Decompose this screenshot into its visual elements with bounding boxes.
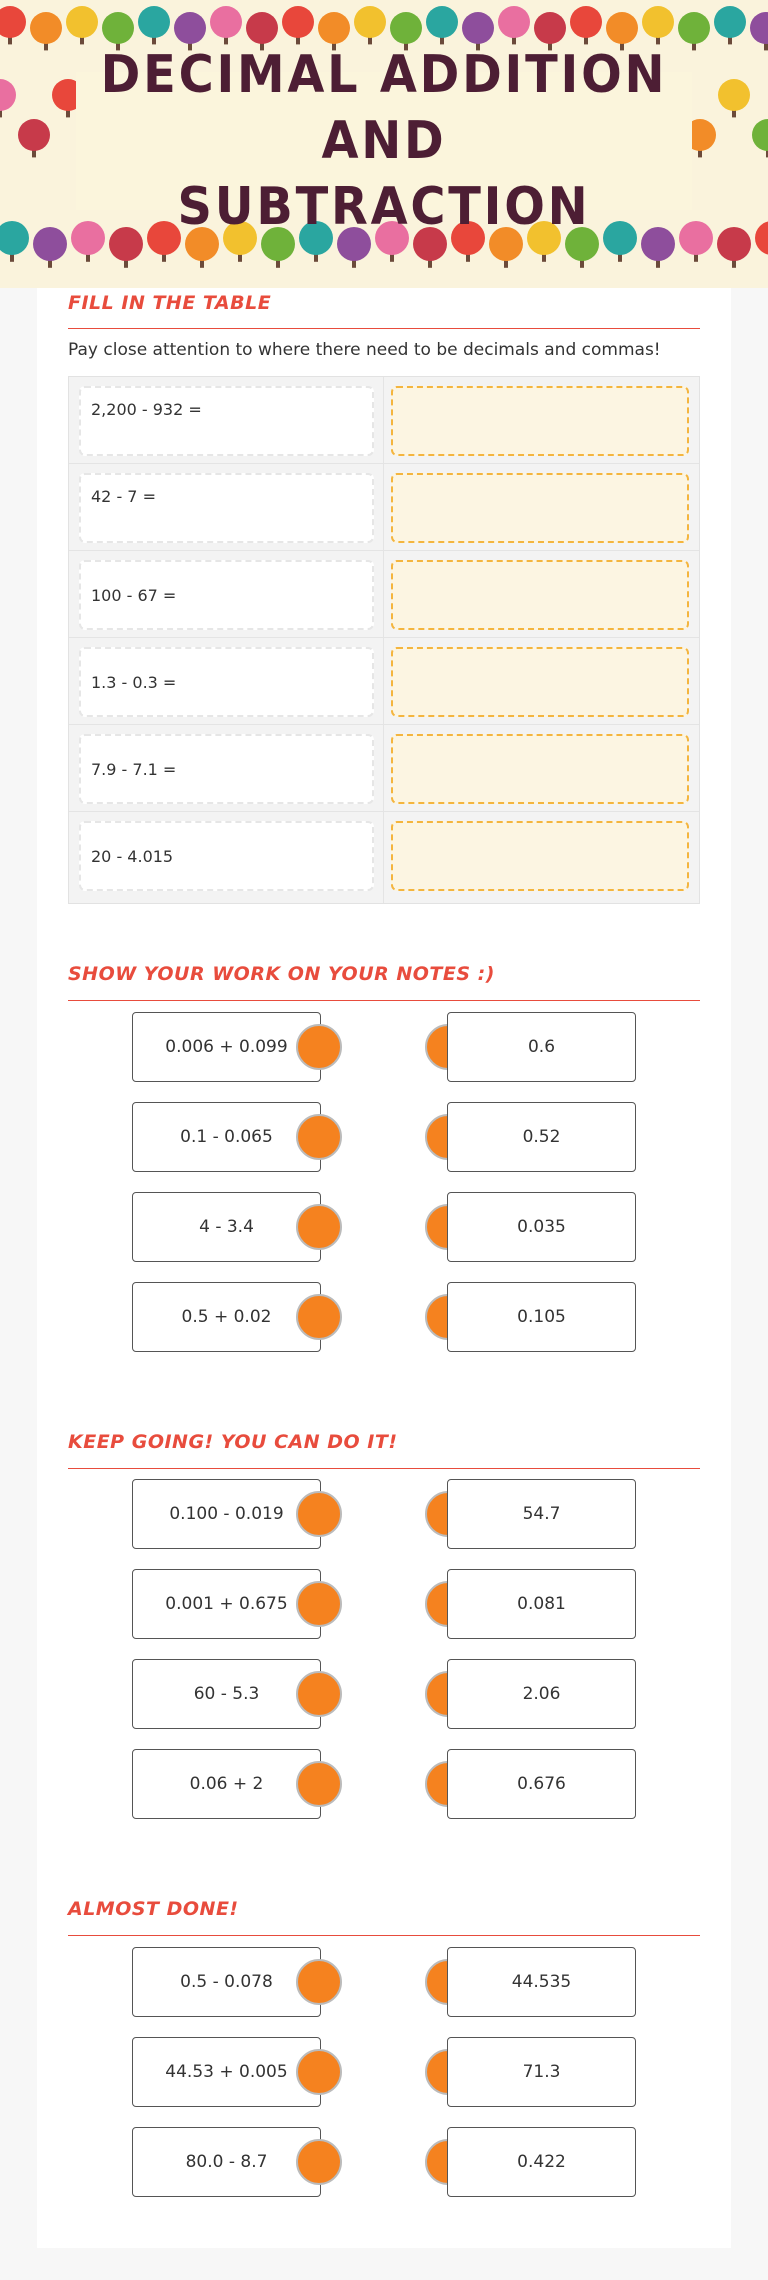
answer-input[interactable] (391, 734, 689, 804)
match-dot-left[interactable] (296, 1204, 342, 1250)
answer-input[interactable] (391, 473, 689, 543)
match-item-left: 0.100 - 0.019 (132, 1479, 321, 1549)
answer-input[interactable] (391, 647, 689, 717)
section-title-show-work: SHOW YOUR WORK ON YOUR NOTES :) (68, 963, 495, 985)
section-divider (68, 1935, 700, 1936)
answer-input[interactable] (391, 386, 689, 456)
question-cell: 42 - 7 = (79, 473, 374, 543)
match-dot-left[interactable] (296, 2139, 342, 2185)
question-cell: 1.3 - 0.3 = (79, 647, 374, 717)
section-divider (68, 1000, 700, 1001)
match-item-left: 60 - 5.3 (132, 1659, 321, 1729)
title-panel (76, 45, 692, 237)
answer-input[interactable] (391, 560, 689, 630)
match-dot-left[interactable] (296, 1761, 342, 1807)
match-item-left: 0.06 + 2 (132, 1749, 321, 1819)
header-banner (0, 0, 768, 288)
page-title (101, 42, 668, 240)
table-row (69, 551, 699, 638)
match-dot-left[interactable] (296, 2049, 342, 2095)
page-title-line-2: SUBTRACTION (177, 177, 591, 237)
table-row (69, 638, 699, 725)
section-divider (68, 1468, 700, 1469)
instructions-text: Pay close attention to where there need to be decimals and commas! (68, 340, 661, 360)
match-item-right: 0.105 (447, 1282, 636, 1352)
match-item-right: 0.6 (447, 1012, 636, 1082)
match-item-left: 0.006 + 0.099 (132, 1012, 321, 1082)
match-item-left: 80.0 - 8.7 (132, 2127, 321, 2197)
answer-input[interactable] (391, 821, 689, 891)
question-cell: 2,200 - 932 = (79, 386, 374, 456)
match-item-left: 44.53 + 0.005 (132, 2037, 321, 2107)
match-item-left: 0.001 + 0.675 (132, 1569, 321, 1639)
match-dot-left[interactable] (296, 1581, 342, 1627)
table-row (69, 377, 699, 464)
table-row (69, 725, 699, 812)
match-item-right: 2.06 (447, 1659, 636, 1729)
question-cell: 20 - 4.015 (79, 821, 374, 891)
question-cell: 7.9 - 7.1 = (79, 734, 374, 804)
match-item-right: 0.081 (447, 1569, 636, 1639)
match-dot-left[interactable] (296, 1294, 342, 1340)
section-title-fill-table: FILL IN THE TABLE (68, 292, 272, 314)
match-item-right: 0.035 (447, 1192, 636, 1262)
section-title-keep-going: KEEP GOING! YOU CAN DO IT! (68, 1431, 398, 1453)
match-dot-left[interactable] (296, 1024, 342, 1070)
table-row (69, 812, 699, 899)
match-dot-left[interactable] (296, 1959, 342, 2005)
match-item-right: 44.535 (447, 1947, 636, 2017)
match-item-right: 0.676 (447, 1749, 636, 1819)
match-item-left: 0.1 - 0.065 (132, 1102, 321, 1172)
match-item-left: 4 - 3.4 (132, 1192, 321, 1262)
match-dot-left[interactable] (296, 1671, 342, 1717)
match-item-left: 0.5 - 0.078 (132, 1947, 321, 2017)
section-divider (68, 328, 700, 329)
section-title-almost-done: ALMOST DONE! (68, 1898, 239, 1920)
match-item-right: 0.422 (447, 2127, 636, 2197)
match-item-right: 54.7 (447, 1479, 636, 1549)
match-dot-left[interactable] (296, 1491, 342, 1537)
fill-table (68, 376, 700, 904)
match-item-right: 71.3 (447, 2037, 636, 2107)
page-title-line-1: DECIMAL ADDITION AND (100, 45, 668, 171)
match-item-right: 0.52 (447, 1102, 636, 1172)
match-dot-left[interactable] (296, 1114, 342, 1160)
question-cell: 100 - 67 = (79, 560, 374, 630)
table-row (69, 464, 699, 551)
match-item-left: 0.5 + 0.02 (132, 1282, 321, 1352)
